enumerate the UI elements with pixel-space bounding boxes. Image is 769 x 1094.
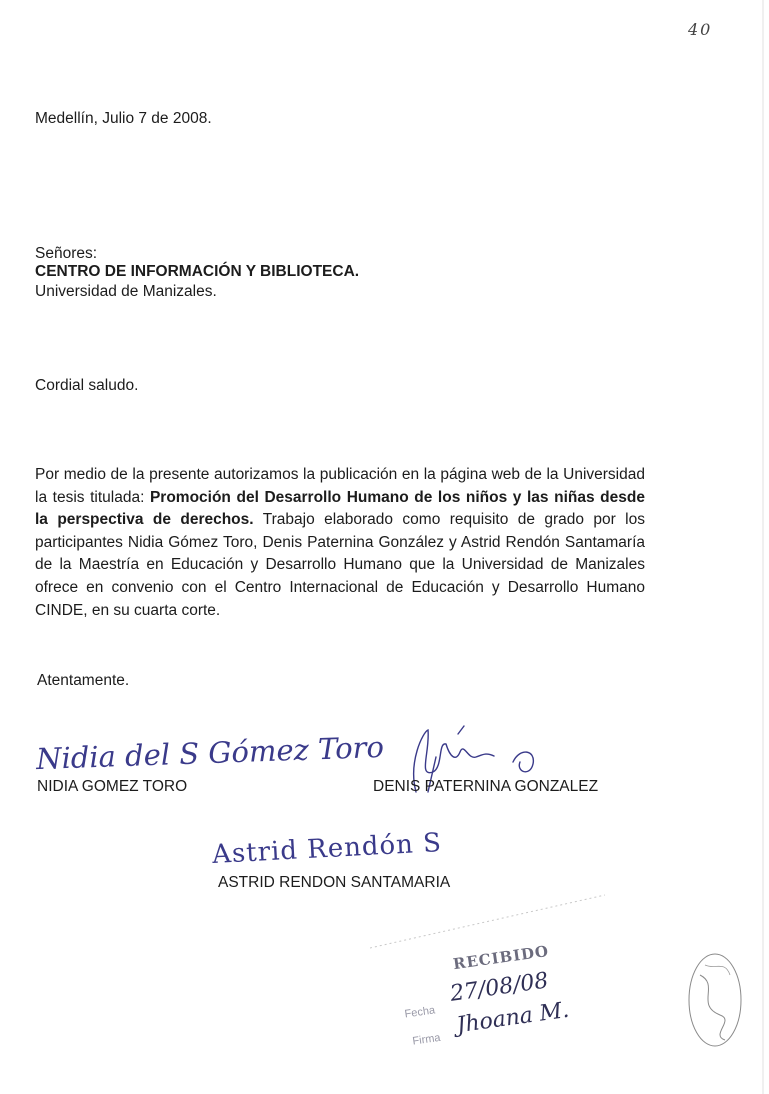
salutation: Señores: xyxy=(35,245,98,262)
stamp-signed-label: Firma xyxy=(411,1031,442,1048)
recipient-institution: Universidad de Manizales. xyxy=(35,283,217,300)
page-number: 40 xyxy=(688,20,713,39)
place-date: Medellín, Julio 7 de 2008. xyxy=(35,110,212,127)
stamp-title: RECIBIDO xyxy=(451,941,551,974)
signature-astrid: Astrid Rendón S xyxy=(211,828,443,870)
received-stamp xyxy=(397,936,591,1070)
recipient-organization: CENTRO DE INFORMACIÓN Y BIBLIOTECA. xyxy=(35,263,360,280)
signatory-name-denis: DENIS PATERNINA GONZALEZ xyxy=(373,778,599,795)
signatory-name-astrid: ASTRID RENDON SANTAMARIA xyxy=(218,874,451,891)
closing: Atentamente. xyxy=(37,672,130,689)
thesis-title: Promoción del Desarrollo Humano de los niños y las niñas desde la perspectiva de derechos. xyxy=(35,488,645,529)
signatory-name-nidia: NIDIA GOMEZ TORO xyxy=(37,778,188,795)
stamp-date-value: 27/08/08 xyxy=(448,968,550,1007)
greeting: Cordial saludo. xyxy=(35,377,139,394)
signature-nidia: Nidia del S Gómez Toro xyxy=(35,729,385,777)
seal-scribble xyxy=(680,945,750,1055)
scan-edge xyxy=(762,0,764,1094)
stamp-signed-value: Jhoana M. xyxy=(455,997,571,1039)
stamp-date-label: Fecha xyxy=(403,1004,436,1021)
letter-body: Por medio de la presente autorizamos la publicación en la página web de la Universidad la tesis titulada: Promoción del Desarrollo Humano de los niños y las niñas desde la perspectiva de derechos. Trabajo elaborado como requisito de grado por los participantes Nidia Gómez Toro, Denis Paternina González y Astrid Rendón Santamaría de la Maestría en Educación y Desarrollo Humano que la Universidad de Manizales ofrece en convenio con el Centro Internacional de Educación y Desarrollo Humano CINDE, en su cuarta corte. xyxy=(35,466,645,619)
